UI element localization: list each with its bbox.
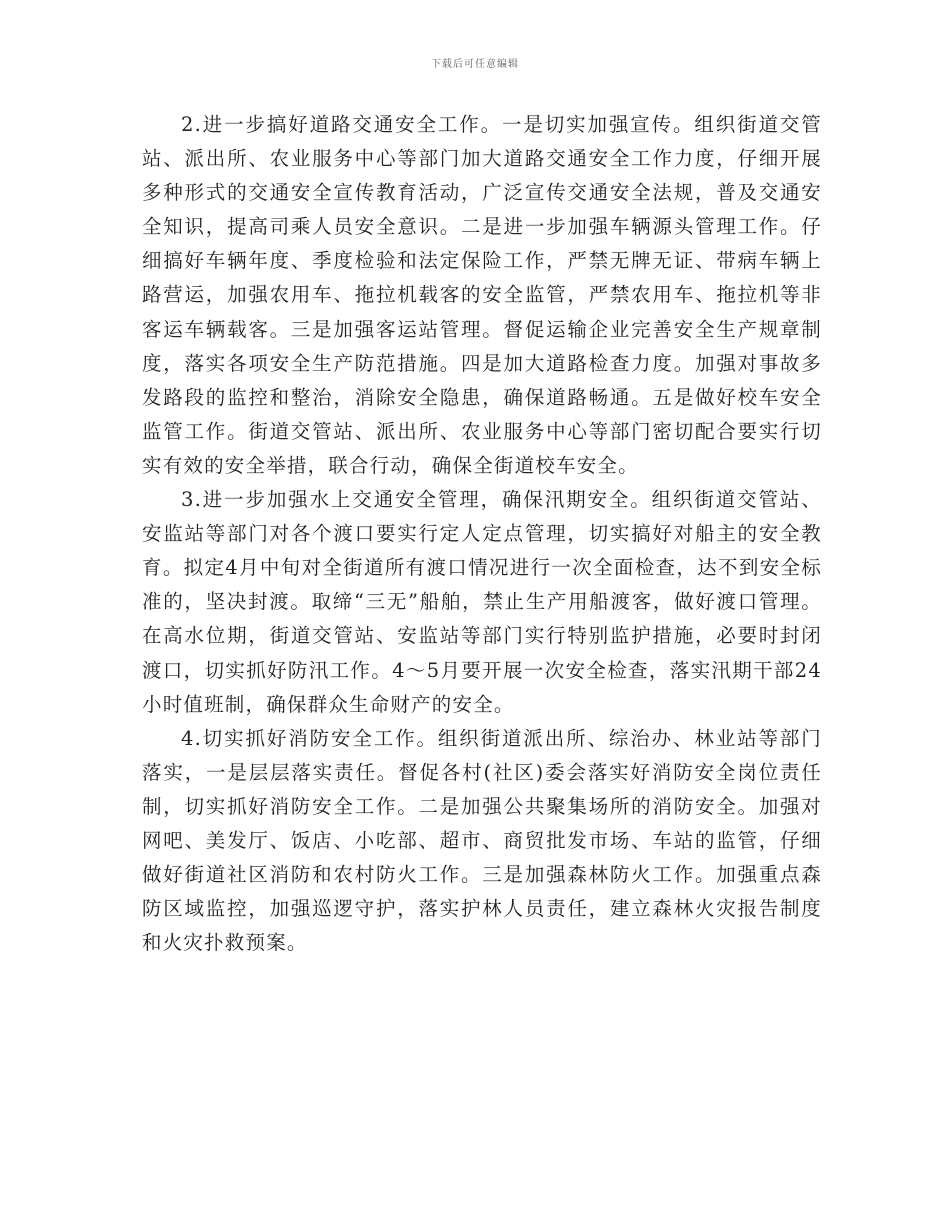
paragraph-water-traffic-safety: 3.进一步加强水上交通安全管理，确保汛期安全。组织街道交管站、安监站等部门对各个渡口要实行定人定点管理，切实搞好对船主的安全教育。拟定4月中旬对全街道所有渡口情况进行一次全面检查，达不到安全标准的，坚决封渡。取缔“三无”船舶，禁止生产用船渡客，做好渡口管理。在高水位期，街道交管站、安监站等部门实行特别监护措施，必要时封闭渡口，切实抓好防汛工作。4～5月要开展一次安全检查，落实汛期干部24小时值班制，确保群众生命财产的安全。 [142, 488, 822, 716]
paragraph-fire-safety: 4.切实抓好消防安全工作。组织街道派出所、综治办、林业站等部门落实，一是层层落实责任。督促各村(社区)委会落实好消防安全岗位责任制，切实抓好消防安全工作。二是加强公共聚集场所的消防安全。加强对网吧、美发厅、饭店、小吃部、超市、商贸批发市场、车站的监管，仔细做好街道社区消防和农村防火工作。三是加强森林防火工作。加强重点森防区域监控，加强巡逻守护，落实护林人员责任，建立森林火灾报告制度和火灾扑救预案。 [142, 726, 822, 955]
page-header-note: 下载后可任意编辑 [431, 59, 519, 70]
document-body [142, 108, 822, 960]
paragraph-road-traffic-safety: 2.进一步搞好道路交通安全工作。一是切实加强宣传。组织街道交管站、派出所、农业服务中心等部门加大道路交通安全工作力度，仔细开展多种形式的交通安全宣传教育活动，广泛宣传交通安全法规，普及交通安全知识，提高司乘人员安全意识。二是进一步加强车辆源头管理工作。仔细搞好车辆年度、季度检验和法定保险工作，严禁无牌无证、带病车辆上路营运，加强农用车、拖拉机载客的安全监管，严禁农用车、拖拉机等非客运车辆载客。三是加强客运站管理。督促运输企业完善安全生产规章制度，落实各项安全生产防范措施。四是加大道路检查力度。加强对事故多发路段的监控和整治，消除安全隐患，确保道路畅通。五是做好校车安全监管工作。街道交管站、派出所、农业服务中心等部门密切配合要实行切实有效的安全举措，联合行动，确保全街道校车安全。 [142, 113, 822, 477]
